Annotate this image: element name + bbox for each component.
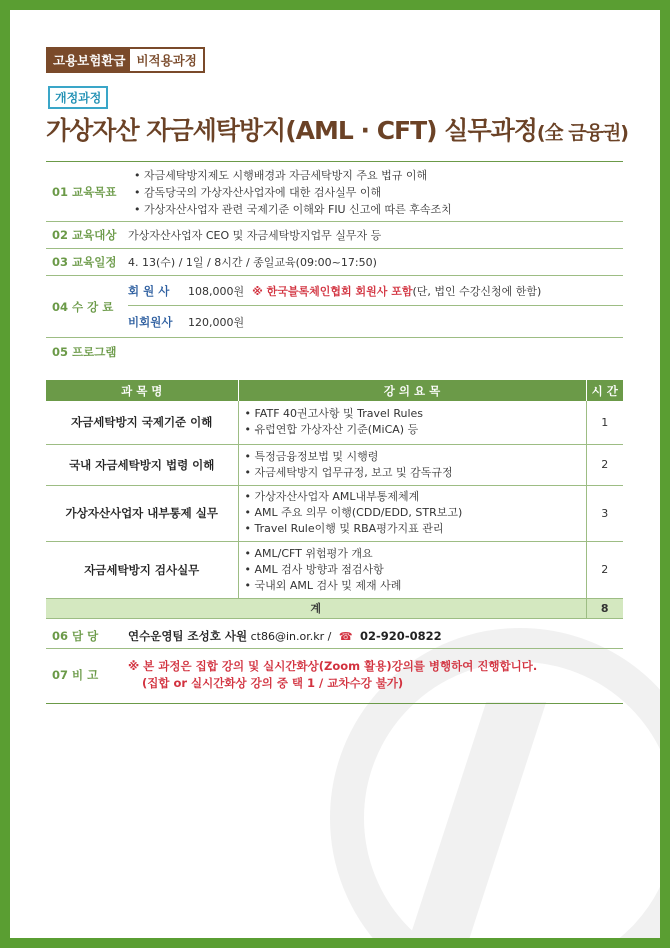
course-item: • AML 검사 방향과 점검사항 [244, 562, 384, 576]
total-label: 계 [46, 598, 586, 618]
header-course-name: 과 목 명 [46, 380, 238, 401]
remarks-line1: ※ 본 과정은 집합 강의 및 실시간화상(Zoom 활용)강의를 병행하여 진행합니다. [128, 659, 538, 673]
remarks-row [46, 649, 623, 701]
course-hours: 2 [586, 541, 623, 598]
refund-badge: 고용보험환급 [48, 49, 130, 71]
contact-label: 06 담 당 [52, 628, 99, 643]
remarks-label: 07 비 고 [52, 668, 99, 682]
badge-group [46, 47, 205, 73]
bottom-divider [46, 703, 623, 704]
course-item: • AML 주요 의무 이행(CDD/EDD, STR보고) [244, 506, 463, 519]
course-hours: 3 [586, 485, 623, 541]
course-item: • 국내외 AML 검사 및 제재 사례 [244, 578, 402, 592]
member-fee [128, 276, 623, 306]
member-note: (단, 법인 수강신청에 한함) [412, 284, 542, 298]
contact-email[interactable]: ct86@in.or.kr [250, 629, 325, 643]
goal-label: 01 교육목표 [52, 184, 117, 199]
contact-row: 06 담 당 연수운영팀 조성호 사원 ct86@in.or.kr / ☎ 02-920-0822 [46, 623, 623, 649]
member-price: 108,000원 [188, 284, 245, 298]
course-item: • FATF 40권고사항 및 Travel Rules [244, 407, 424, 421]
contact-section [46, 623, 623, 701]
course-item: • 특정금융정보법 및 시행령 [244, 449, 379, 463]
remarks-line2: (집합 or 실시간화상 강의 중 택 1 / 교차수강 불가) [142, 676, 404, 690]
schedule-row [46, 249, 623, 276]
table-row [46, 401, 623, 444]
program-label: 05 프로그램 [52, 344, 117, 359]
contact-person: 연수운영팀 조성호 사원 [128, 628, 248, 643]
goal-item: • 가상자산사업자 관련 국제기준 이해와 FIU 신고에 따른 후속조치 [134, 203, 452, 216]
goal-row [46, 162, 623, 222]
course-item: • 유럽연합 가상자산 기준(MiCA) 등 [244, 423, 419, 437]
total-row [46, 598, 623, 618]
table-header-row [46, 380, 623, 401]
course-item: • 가상자산사업자 AML내부통제체계 [244, 490, 420, 503]
nonmember-label: 비회원사 [128, 314, 173, 329]
header-summary: 강 의 요 목 [238, 380, 586, 401]
program-table [46, 380, 623, 619]
table-row [46, 444, 623, 485]
course-item: • AML/CFT 위험평가 개요 [244, 546, 373, 560]
title-suffix: (全 금융권) [536, 122, 628, 144]
course-hours: 2 [586, 444, 623, 485]
fee-row [46, 276, 623, 338]
course-item: • 자금세탁방지 업무규정, 보고 및 감독규정 [244, 465, 453, 479]
program-heading-row [46, 338, 623, 365]
fee-label: 04 수 강 료 [52, 299, 114, 314]
contact-phone: 02-920-0822 [360, 628, 442, 643]
revised-course-tag: 개정과정 [48, 86, 108, 109]
table-row [46, 485, 623, 541]
table-row [46, 541, 623, 598]
target-value: 가상자산사업자 CEO 및 자금세탁방지업무 실무자 등 [128, 229, 382, 242]
header-hours: 시 간 [586, 380, 623, 401]
course-name: 자금세탁방지 검사실무 [46, 541, 238, 598]
goal-list [128, 165, 623, 218]
total-hours: 8 [586, 598, 623, 618]
course-name: 국내 자금세탁방지 법령 이해 [46, 444, 238, 485]
course-name: 자금세탁방지 국제기준 이해 [46, 401, 238, 444]
member-note-highlight: ※ 한국블록체인협회 회원사 포함 [252, 284, 413, 298]
schedule-value: 4. 13(수) / 1일 / 8시간 / 종일교육(09:00~17:50) [128, 256, 377, 269]
goal-item: • 자금세탁방지제도 시행배경과 자금세탁방지 주요 법규 이해 [134, 169, 428, 182]
non-applicable-badge: 비적용과정 [130, 49, 202, 71]
member-label: 회 원 사 [128, 283, 170, 298]
nonmember-fee [128, 306, 623, 337]
schedule-label: 03 교육일정 [52, 255, 117, 269]
course-info [46, 161, 623, 365]
target-label: 02 교육대상 [52, 228, 117, 242]
course-hours: 1 [586, 401, 623, 444]
phone-icon: ☎ [338, 629, 353, 643]
course-item: • Travel Rule이행 및 RBA평가지표 관리 [244, 522, 444, 535]
page-title [46, 111, 628, 147]
title-main: 가상자산 자금세탁방지(AML · CFT) 실무과정 [46, 116, 537, 145]
goal-item: • 감독당국의 가상자산사업자에 대한 검사실무 이해 [134, 186, 382, 199]
nonmember-price: 120,000원 [188, 315, 245, 329]
target-row [46, 222, 623, 249]
course-name: 가상자산사업자 내부통제 실무 [46, 485, 238, 541]
